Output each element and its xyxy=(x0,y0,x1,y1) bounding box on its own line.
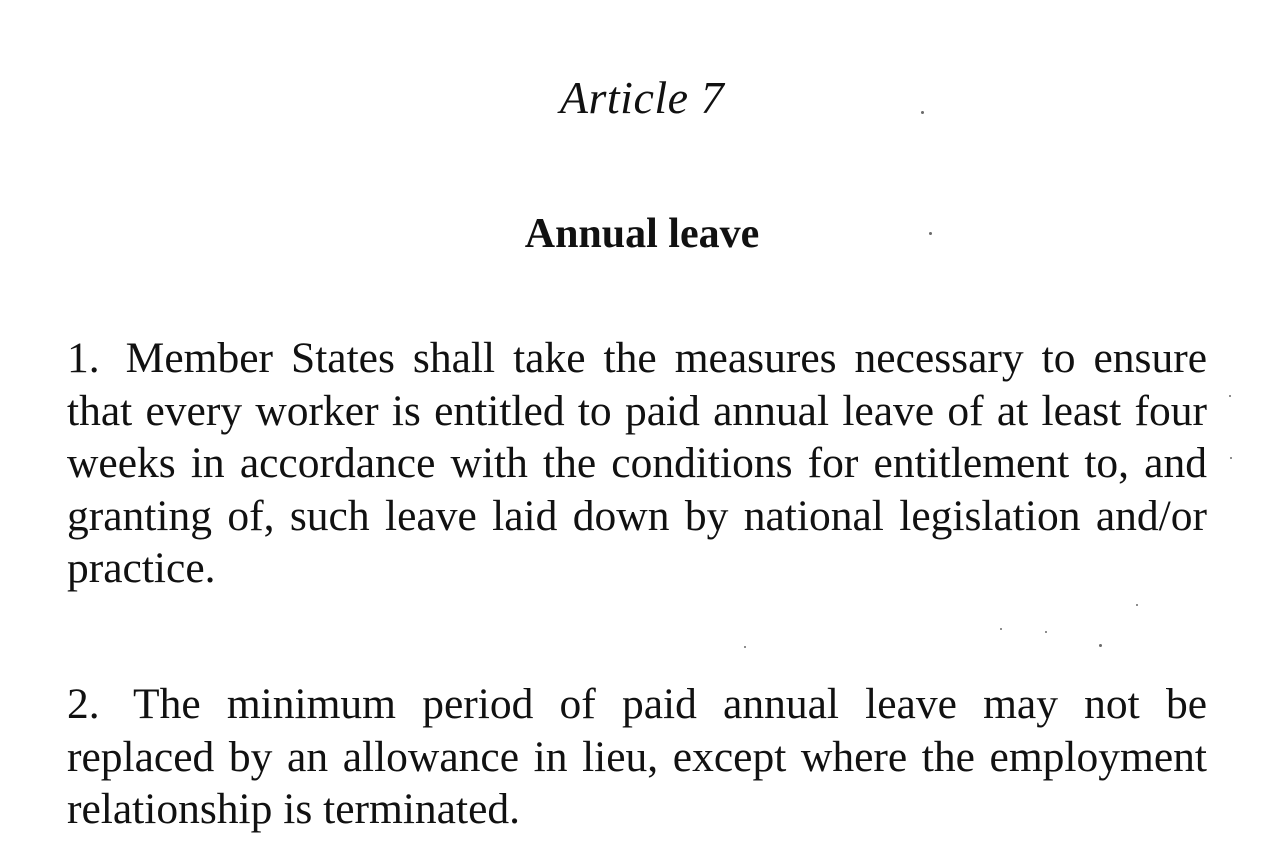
scan-speck xyxy=(1230,457,1232,459)
paragraph-1-number: 1. xyxy=(67,334,100,382)
paragraph-2 xyxy=(67,678,1207,836)
scan-speck xyxy=(1099,644,1102,647)
scan-speck xyxy=(1000,628,1002,630)
scan-speck xyxy=(1136,604,1138,606)
paragraph-2-text: The minimum period of paid annual leave may not be replaced by an allowance in lieu, except where the employment relationship is terminated. xyxy=(67,680,1208,833)
article-number: Article 7 xyxy=(559,72,725,123)
paragraph-1-text: Member States shall take the measures necessary to ensure that every worker is entitled to paid annual leave of at least four weeks in accordance with the conditions for entitlement to, and granting of, such leave laid down by national legislation and/or practice. xyxy=(67,334,1208,592)
scan-speck xyxy=(1229,395,1231,397)
paragraph-2-number: 2. xyxy=(67,680,100,728)
article-title: Annual leave xyxy=(524,211,760,257)
scan-speck xyxy=(744,646,746,648)
scan-speck xyxy=(929,232,932,235)
paragraph-1 xyxy=(67,332,1207,595)
scan-speck xyxy=(1045,631,1047,633)
scan-speck xyxy=(921,111,924,114)
